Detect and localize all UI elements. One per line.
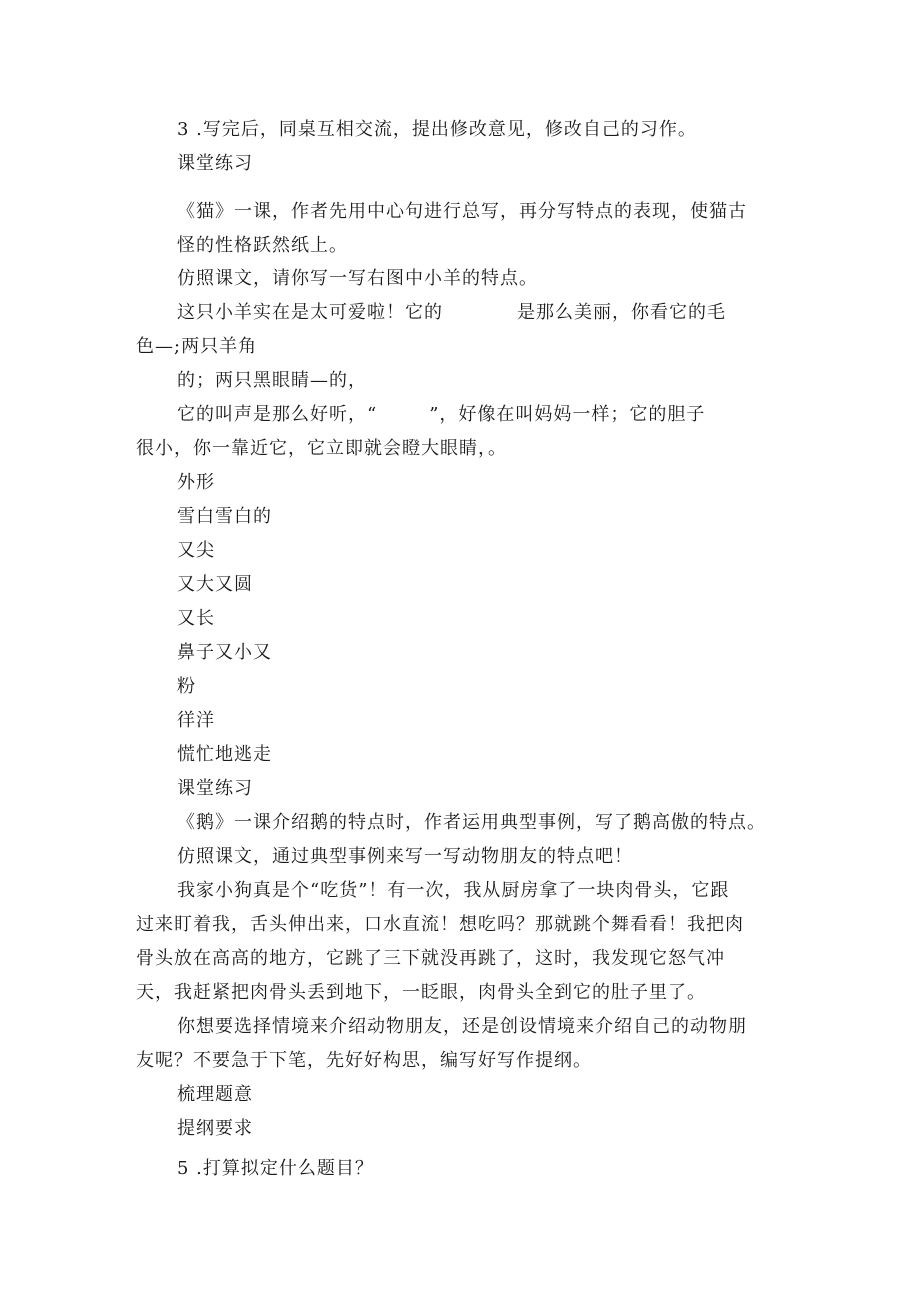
hint-word: 又大又圆 — [177, 574, 253, 595]
lamb-paragraph-part-b: 是那么美丽，你看它的毛 — [517, 302, 726, 323]
lamb-task: 仿照课文，请你写一写右图中小羊的特点。 — [177, 268, 538, 289]
hint-word: 雪白雪白的 — [177, 506, 272, 527]
hint-word: 又长 — [177, 608, 215, 629]
lamb-paragraph-part-d: ”，好像在叫妈妈一样；它的胆子 — [429, 404, 706, 425]
step-5-question: 5 .打算拟定什么题目？ — [177, 1158, 374, 1179]
hint-word: 又尖 — [177, 540, 215, 561]
planning-paragraph-line-1: 你想要选择情境来介绍动物朋友，还是创设情境来介绍自己的动物朋 — [177, 1016, 747, 1037]
hint-word: 慌忙地逃走 — [177, 744, 272, 765]
pet-task: 仿照课文，通过典型事例来写一写动物朋友的特点吧！ — [177, 846, 633, 867]
section-heading-practice-1: 课堂练习 — [177, 153, 253, 174]
lamb-paragraph-line-4 — [177, 403, 705, 427]
hint-word: 外形 — [177, 472, 215, 493]
goose-lesson-intro: 《鹅》一课介绍鹅的特点时，作者运用典型事例，写了鹅高傲的特点。 — [177, 812, 766, 833]
hint-word: 徉洋 — [177, 710, 215, 731]
lamb-paragraph-line-1 — [177, 301, 726, 325]
step-3-instruction: 3 .写完后，同桌互相交流，提出修改意见，修改自己的习作。 — [177, 119, 697, 140]
dog-paragraph-line-3: 骨头放在高高的地方，它跳了三下就没再跳了，这时，我发现它怒气冲 — [136, 948, 725, 969]
lamb-paragraph-part-a: 这只小羊实在是太可爱啦！它的 — [177, 302, 443, 323]
cat-lesson-intro-cont: 怪的性格跃然纸上。 — [177, 235, 348, 256]
lamb-paragraph-line-5: 很小，你一靠近它，它立即就会瞪大眼睛，。 — [136, 438, 507, 459]
dog-paragraph-line-1: 我家小狗真是个“吃货”！有一次，我从厨房拿了一块肉骨头，它跟 — [177, 880, 730, 901]
section-heading-practice-2: 课堂练习 — [177, 778, 253, 799]
cat-lesson-intro: 《猫》一课，作者先用中心句进行总写，再分写特点的表现，使猫古 — [177, 201, 747, 222]
lamb-paragraph-part-c: 它的叫声是那么好听，“ — [177, 404, 378, 425]
subheading-analyze-topic: 梳理题意 — [177, 1084, 253, 1105]
dog-paragraph-line-2: 过来盯着我，舌头伸出来，口水直流！想吃吗？那就跳个舞看看！我把肉 — [136, 914, 744, 935]
hint-word: 粉 — [177, 676, 196, 697]
dog-paragraph-line-4: 天，我赶紧把肉骨头丢到地下，一眨眼，肉骨头全到它的肚子里了。 — [136, 982, 706, 1003]
planning-paragraph-line-2: 友呢？不要急于下笔，先好好构思，编写好写作提纲。 — [136, 1050, 592, 1071]
lamb-paragraph-line-2: 色—;两只羊角 — [136, 336, 258, 357]
lamb-paragraph-line-3: 的；两只黑眼睛—的， — [177, 370, 367, 391]
hint-word: 鼻子又小又 — [177, 642, 272, 663]
subheading-outline-requirements: 提纲要求 — [177, 1118, 253, 1139]
